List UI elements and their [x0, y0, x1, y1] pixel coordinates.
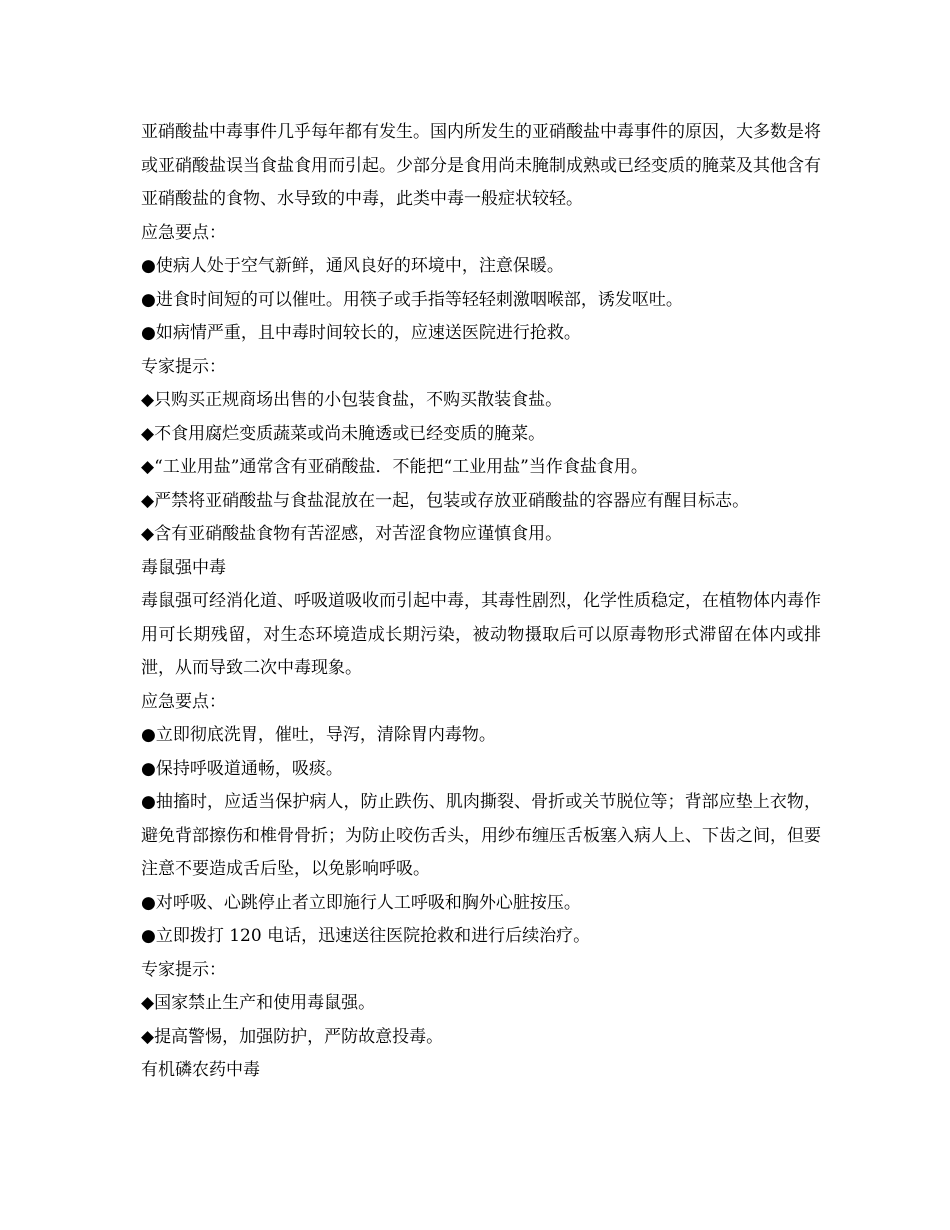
tetramine-emergency-point: ●立即拨打 120 电话，迅速送往医院抢救和进行后续治疗。 [141, 926, 591, 946]
document-body [141, 116, 821, 1088]
nitrite-tip: ◆含有亚硝酸盐食物有苦涩感，对苦涩食物应谨慎食用。 [141, 524, 563, 544]
tetramine-emergency-point: ●立即彻底洗胃，催吐，导泻，清除胃内毒物。 [141, 725, 496, 745]
tetramine-section-title: 毒鼠强中毒 [141, 557, 226, 578]
nitrite-intro-paragraph: 亚硝酸盐中毒事件几乎每年都有发生。国内所发生的亚硝酸盐中毒事件的原因，大多数是将或亚硝酸盐误当食盐食用而引起。少部分是食用尚未腌制成熟或已经变质的腌菜及其他含有亚硝酸盐的食物、水导致的中毒，此类中毒一般症状较轻。 [141, 122, 821, 209]
tetramine-tip: ◆提高警惕，加强防护，严防故意投毒。 [141, 1026, 444, 1047]
tetramine-tips-heading: 专家提示： [141, 959, 226, 980]
nitrite-tip: ◆严禁将亚硝酸盐与食盐混放在一起，包装或存放亚硝酸盐的容器应有醒目标志。 [141, 490, 750, 511]
tetramine-emergency-point: ●保持呼吸道通畅，吸痰。 [141, 758, 343, 779]
nitrite-emergency-point: ●如病情严重，且中毒时间较长的，应速送医院进行抢救。 [141, 323, 581, 343]
nitrite-tip: ◆只购买正规商场出售的小包装食盐，不购买散装食盐。 [141, 390, 563, 410]
tetramine-emergency-heading: 应急要点： [141, 691, 226, 712]
nitrite-emergency-point: ●使病人处于空气新鲜，通风良好的环境中，注意保暖。 [141, 256, 564, 276]
nitrite-tip: ◆不食用腐烂变质蔬菜或尚未腌透或已经变质的腌菜。 [141, 423, 546, 444]
tetramine-emergency-point: ●对呼吸、心跳停止者立即施行人工呼吸和胸外心脏按压。 [141, 892, 581, 913]
nitrite-emergency-point: ●进食时间短的可以催吐。用筷子或手指等轻轻刺激咽喉部，诱发呕吐。 [141, 289, 683, 310]
organophosphate-section-title: 有机磷农药中毒 [141, 1060, 260, 1080]
nitrite-tips-heading: 专家提示： [141, 356, 226, 377]
nitrite-emergency-heading: 应急要点： [141, 222, 226, 243]
tetramine-intro-paragraph: 毒鼠强可经消化道、呼吸道吸收而引起中毒，其毒性剧烈，化学性质稳定，在植物体内毒作用可长期残留，对生态环境造成长期污染，被动物摄取后可以原毒物形式滞留在体内或排泄，从而导致二次中毒现象。 [141, 591, 821, 678]
tetramine-emergency-point: ●抽搐时，应适当保护病人，防止跌伤、肌肉撕裂、骨折或关节脱位等；背部应垫上衣物，避免背部擦伤和椎骨骨折；为防止咬伤舌头，用纱布缠压舌板塞入病人上、下齿之间，但要注意不要造成舌后坠，以免影响呼吸。 [141, 792, 821, 879]
nitrite-tip: ◆“工业用盐”通常含有亚硝酸盐．不能把“工业用盐”当作食盐食用。 [141, 457, 648, 477]
tetramine-tip: ◆国家禁止生产和使用毒鼠强。 [141, 993, 376, 1013]
